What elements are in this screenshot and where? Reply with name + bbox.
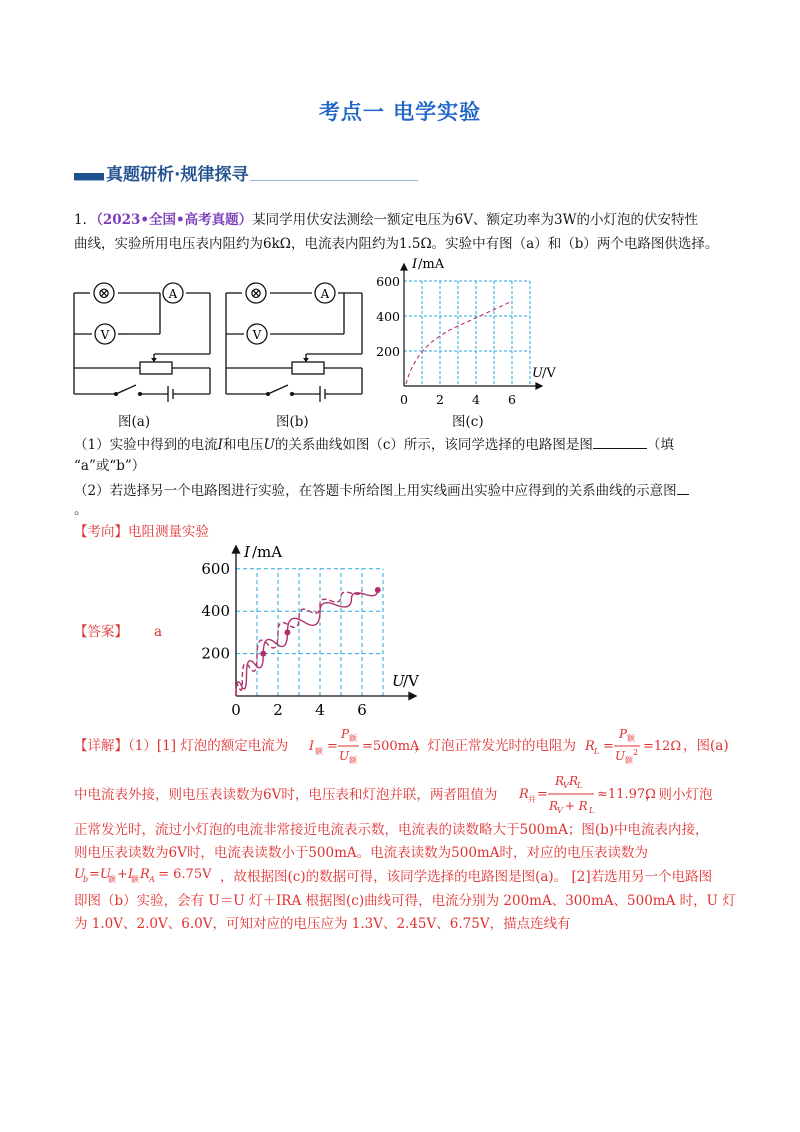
graph-c — [372, 254, 562, 414]
voltmeter-label: V — [252, 328, 262, 342]
section-title: 真题研析·规律探寻 — [104, 160, 250, 185]
eq4-u-sub: b — [83, 875, 89, 884]
y-tick-label: 400 — [201, 602, 230, 621]
detail-line-2b — [645, 785, 713, 805]
q1-text-c: 的关系曲线如图（c）所示，该同学选择的电路图是图 — [274, 437, 593, 453]
lamp-icon: ⊗ — [249, 284, 263, 302]
lamp-icon: ⊗ — [97, 284, 111, 302]
answer-blank-1[interactable] — [593, 434, 647, 449]
detail-line-3 — [74, 820, 709, 840]
eq3-num-tail: R — [569, 774, 579, 788]
formula-lamp-resistance — [583, 724, 683, 764]
detail-text-2a: 中电流表外接，则电压表读数为6V时，电压表和灯泡并联，两者阻值为 — [74, 787, 498, 803]
eq1-num-sub: 额 — [349, 734, 357, 743]
x-tick-label: 4 — [315, 701, 325, 719]
detail-text-3: 正常发光时，流过小灯泡的电流非常接近电流表示数，电流表的读数略大于500mA；图(b)中电流表内接， — [74, 822, 709, 838]
formula-rated-current — [307, 724, 420, 765]
eq1-lhs: I — [309, 739, 315, 754]
caption-a: 图(a) — [118, 414, 151, 430]
svg-text:=: = — [603, 739, 614, 754]
detail-line-2 — [74, 785, 497, 805]
y-tick-label: 600 — [201, 559, 230, 578]
section-marker — [74, 173, 108, 180]
graph-c-xtick: 2 — [436, 392, 444, 407]
y-tick-label: 200 — [201, 644, 230, 663]
eq3-num: R — [555, 774, 565, 788]
subquestion-1-cont — [74, 456, 145, 476]
eq3-lhs-sub: 并 — [528, 795, 536, 804]
detail-line-1c — [683, 736, 729, 756]
detail-text-2b: ，则小灯泡 — [645, 787, 713, 803]
x-tick-label: 0 — [231, 701, 241, 719]
svg-text:=: = — [327, 739, 338, 754]
graph-c-xlabel-unit: /V — [542, 366, 556, 381]
detail-text-5: ，故根据图(c)的数据可得，该同学选择的电路图是图(a)。 [2]若选用另一个电路图 — [220, 869, 713, 885]
data-point — [284, 629, 290, 635]
graph-c-xtick: 4 — [472, 392, 480, 407]
kaoxiang-label: 【考向】 — [74, 524, 128, 540]
graph-c-xlabel-u: U — [532, 366, 543, 381]
graph-c-ytick: 600 — [376, 274, 400, 289]
q1-text-e: “a”或“b”） — [74, 458, 146, 474]
voltmeter-label: V — [100, 328, 110, 342]
detail-text-1c: ，图(a) — [683, 738, 729, 754]
eq4-u: U — [74, 867, 85, 882]
subquestion-2-cont — [74, 500, 88, 520]
answer-label: 【答案】 — [74, 624, 128, 640]
detail-text-1a: （1）[1] 灯泡的额定电流为 — [128, 738, 289, 754]
q1-var-i: I — [217, 437, 223, 453]
answer-ylabel-unit: /mA — [252, 543, 283, 561]
caption-b: 图(b) — [276, 414, 309, 430]
graph-c-ytick: 200 — [376, 344, 400, 359]
answer-xlabel-u: U — [392, 672, 405, 690]
detail-text-4: 则电压表读数为6V时，电流表读数小于500mA。电流表读数为500mA时，对应的电压表读数为 — [74, 845, 648, 861]
x-tick-label: 2 — [273, 701, 283, 719]
answer-chart — [196, 540, 436, 718]
eq2-num: P — [619, 727, 628, 741]
graph-c-ylabel-i: I — [412, 257, 418, 272]
page-title: 考点一 电学实验 — [318, 100, 482, 124]
eq1-lhs-sub: 额 — [315, 747, 323, 756]
eq2-den-sub: 额 — [625, 756, 633, 765]
data-point — [260, 651, 266, 657]
graph-c-ylabel-unit: /mA — [418, 257, 445, 272]
formula-parallel-resistance — [517, 770, 656, 815]
eq4-sub2: 额 — [108, 875, 116, 884]
detail-line-1 — [74, 736, 288, 756]
kaoxiang-text: 电阻测量实验 — [128, 524, 209, 540]
svg-text:=: = — [537, 787, 548, 802]
x-tick-label: 6 — [357, 701, 367, 719]
q1-text-d: （填 — [646, 437, 674, 453]
q2-text: （2）若选择另一个电路图进行实验，在答题卡所给图上用实线画出实验中应得到的关系曲线的示意图 — [74, 483, 677, 499]
question-text-2a: 曲线，实验所用电压表内阻约为 — [74, 236, 263, 252]
eq1-den: U — [339, 749, 350, 763]
eq3-num-sub2: L — [577, 781, 583, 790]
detail-text-6: 即图（b）实验，会有 U＝U 灯＋IRA 根据图(c)曲线可得，电流分别为 200mA、300mA、500mA 时，U 灯 — [74, 893, 736, 909]
q2-period: 。 — [74, 502, 88, 518]
eq4-sub4: A — [149, 875, 155, 884]
eq4-plus: +I — [117, 867, 134, 882]
eq4-r: R — [140, 867, 150, 882]
detail-label: 【详解】 — [74, 738, 128, 754]
question-source: （2023•全国•高考真题） — [96, 212, 253, 228]
eq4-rhs: = 6.75V — [154, 867, 212, 882]
eq2-lhs: R — [585, 739, 595, 754]
eq2-rhs: =12Ω — [643, 739, 682, 754]
graph-c-xtick: 6 — [508, 392, 516, 407]
q1-text-b: 和电压 — [222, 437, 264, 453]
question-text-1: 某同学用伏安法测绘一额定电压为6V、额定功率为3W的小灯泡的伏安特性 — [252, 212, 698, 228]
detail-line-5 — [220, 867, 712, 887]
section-header — [74, 158, 418, 184]
graph-c-ytick: 400 — [376, 309, 400, 324]
graph-c-xtick: 0 — [400, 392, 408, 407]
circuit-diagram-a — [72, 276, 222, 406]
eq3-den: R — [549, 799, 559, 813]
question-line-1 — [74, 210, 698, 230]
eq4-sub3: 额 — [131, 875, 139, 884]
detail-line-7 — [74, 914, 571, 934]
subquestion-1 — [74, 434, 674, 455]
answer-blank-2[interactable] — [677, 480, 689, 495]
ammeter-resistance: 1.5Ω — [398, 236, 432, 252]
q1-text-a: （1）实验中得到的电流 — [74, 437, 218, 453]
eq3-rhs: ≈11.97Ω — [597, 787, 656, 802]
eq2-den-sup: 2 — [633, 748, 639, 757]
detail-line-6 — [74, 891, 736, 911]
detail-text-7: 为 1.0V、2.0V、6.0V，可知对应的电压应为 1.3V、2.45V、6.75V，描点连线有 — [74, 916, 571, 932]
question-line-2 — [74, 234, 718, 254]
q1-var-u: U — [263, 437, 275, 453]
eq2-lhs-sub: L — [594, 747, 600, 756]
question-text-2c: 。实验中有图（a）和（b）两个电路图供选择。 — [431, 236, 719, 252]
answer-xlabel-unit: /V — [403, 672, 419, 690]
caption-c: 图(c) — [452, 414, 484, 430]
answer-ylabel-i: I — [244, 543, 250, 561]
voltmeter-resistance: 6kΩ — [263, 236, 291, 252]
eq1-num: P — [341, 727, 350, 741]
answer-line — [74, 622, 162, 642]
eq1-rhs: =500mA — [362, 739, 420, 754]
eq3-lhs: R — [519, 787, 529, 802]
ammeter-label: A — [168, 287, 178, 301]
eq2-den: U — [615, 749, 626, 763]
eq3-den-mid: + R — [561, 799, 588, 813]
data-point — [375, 587, 381, 593]
eq4-mid: =U — [89, 867, 111, 882]
question-text-2b: ，电流表内阻约为 — [290, 236, 399, 252]
subquestion-2 — [74, 480, 689, 501]
eq2-num-sub: 额 — [627, 734, 635, 743]
eq3-den-sub1: V — [557, 806, 563, 815]
ammeter-label: A — [320, 287, 330, 301]
kaoxiang-line — [74, 522, 209, 542]
detail-line-1b — [414, 736, 576, 756]
eq3-den-sub2: L — [589, 806, 595, 815]
formula-voltmeter-reading — [72, 858, 222, 888]
circuit-diagram-b — [224, 276, 374, 406]
question-number: 1． — [74, 212, 97, 228]
answer-value: a — [154, 624, 163, 640]
detail-text-1b: ，灯泡正常发光时的电阻为 — [414, 738, 576, 754]
eq3-num-sub1: V — [563, 781, 569, 790]
eq1-den-sub: 额 — [349, 756, 357, 765]
